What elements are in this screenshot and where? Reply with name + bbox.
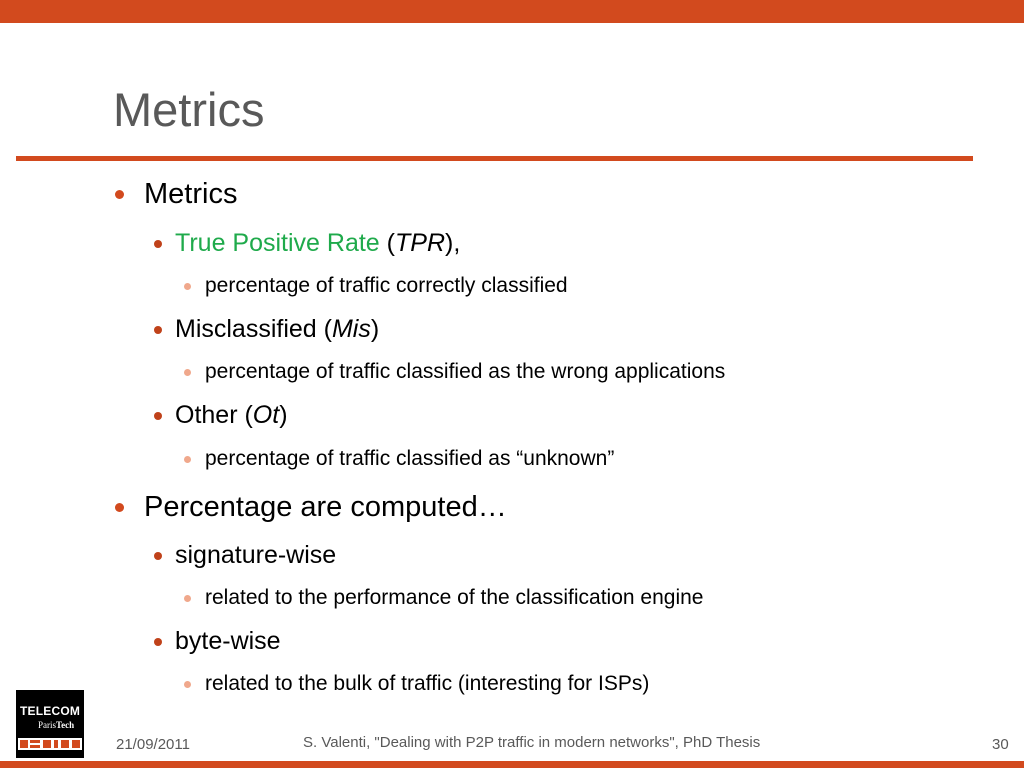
bullet-text: percentage of traffic classified as “unknown”: [205, 447, 615, 470]
logo-tech: Tech: [56, 720, 75, 730]
telecom-paristech-logo-icon: [16, 690, 84, 758]
bullet-dot-icon: [115, 503, 124, 512]
bullet-dot-icon: [154, 638, 162, 646]
slide-title: Metrics: [113, 83, 265, 136]
bullet-text: related to the bulk of traffic (interesting for ISPs): [205, 672, 650, 695]
footer-page-number: 30: [992, 736, 1009, 753]
other-pre: Other (: [175, 401, 253, 429]
bullet-dot-icon: [115, 190, 124, 199]
bullet-dot-icon: [154, 326, 162, 334]
bullet-dot-icon: [154, 240, 162, 248]
bullet-text: percentage of traffic correctly classified: [205, 274, 568, 297]
bullet-text: byte-wise: [175, 627, 281, 655]
tpr-pre: (: [379, 229, 395, 257]
footer-citation: S. Valenti, "Dealing with P2P traffic in modern networks", PhD Thesis: [303, 734, 761, 751]
bullet-metrics: [144, 177, 237, 211]
mis-abbr: Mis: [331, 315, 371, 343]
bullet-other: [175, 400, 288, 430]
bullet-percentage: [144, 490, 507, 524]
bullet-dot-icon: [184, 681, 191, 688]
bullet-byte-desc: [205, 671, 649, 697]
bullet-dot-icon: [154, 412, 162, 420]
bottom-accent-bar: [0, 761, 1024, 768]
other-post: ): [279, 401, 288, 429]
bullet-byte-wise: [175, 626, 281, 656]
bullet-mis: [175, 314, 379, 344]
bullet-dot-icon: [184, 283, 191, 290]
bullet-tpr-desc: [205, 273, 568, 299]
logo-paris: Paris: [38, 720, 56, 730]
mis-post: ): [370, 315, 380, 343]
footer-date: 21/09/2011: [116, 736, 190, 753]
bullet-dot-icon: [154, 552, 162, 560]
bullet-text: Metrics: [144, 178, 238, 210]
bullet-dot-icon: [184, 369, 191, 376]
bullet-text: signature-wise: [175, 541, 337, 569]
logo-stripe-icon: [18, 738, 82, 750]
bullet-dot-icon: [184, 595, 191, 602]
bullet-dot-icon: [184, 456, 191, 463]
bullet-tpr: [175, 228, 460, 258]
tpr-highlight: True Positive Rate: [175, 229, 380, 257]
bullet-text: related to the performance of the classification engine: [205, 586, 704, 609]
bullet-mis-desc: [205, 359, 725, 385]
logo-text-paristech: [38, 720, 74, 730]
other-abbr: Ot: [252, 401, 280, 429]
bullet-text: percentage of traffic classified as the wrong applications: [205, 360, 726, 383]
bullet-other-desc: [205, 446, 614, 472]
bullet-text: Percentage are computed…: [144, 491, 507, 523]
tpr-abbr: TPR: [395, 229, 445, 257]
bullet-signature-wise: [175, 540, 336, 570]
bullet-signature-desc: [205, 585, 703, 611]
logo-text-telecom: TELECOM: [20, 704, 81, 718]
mis-pre: Misclassified (: [175, 315, 332, 343]
tpr-post: ),: [445, 229, 461, 257]
